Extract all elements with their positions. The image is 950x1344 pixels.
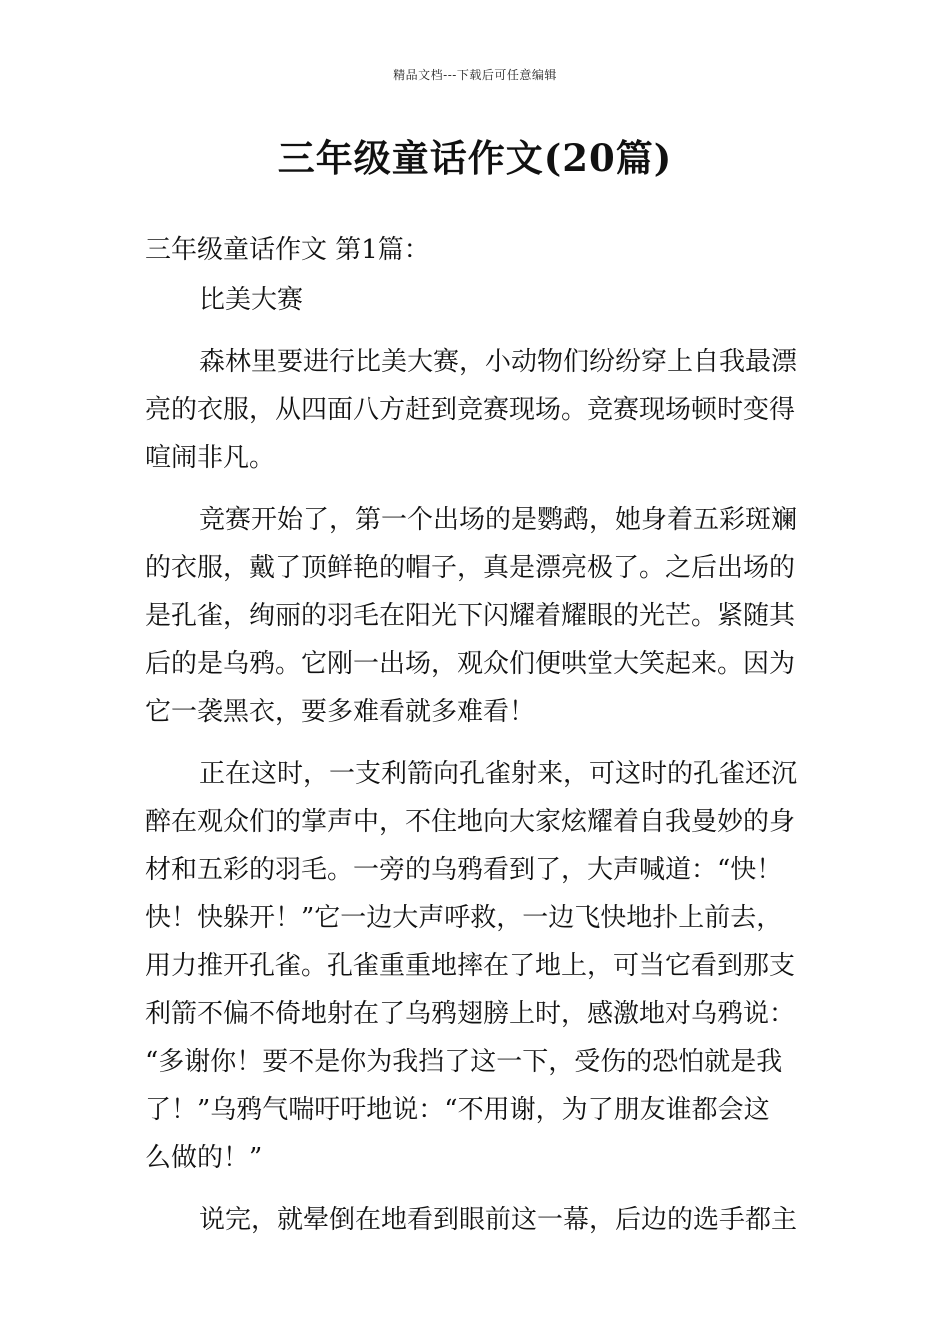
paragraph [145,338,810,482]
paragraph-line: 利箭不偏不倚地射在了乌鸦翅膀上时，感激地对乌鸦说： [145,999,796,1029]
paragraph-line: 是孔雀，绚丽的羽毛在阳光下闪耀着耀眼的光芒。紧随其 [145,601,796,631]
paragraph [145,496,810,736]
paragraph-line: 正在这时，一支利箭向孔雀射来，可这时的孔雀还沉 [199,759,798,789]
paragraph-line: 亮的衣服，从四面八方赶到竞赛现场。竞赛现场顿时变得 [145,395,796,425]
paragraph-line: 快！快躲开！”它一边大声呼救，一边飞快地扑上前去， [145,903,783,933]
document-body [145,226,810,1258]
paragraph-line: “多谢你！要不是你为我挡了这一下，受伤的恐怕就是我 [145,1047,783,1077]
document-title: 三年级童话作文(20篇) [277,136,673,180]
section-heading: 三年级童话作文 第1篇： [145,235,430,265]
paragraph [145,1196,810,1244]
paragraph-line: 竞赛开始了，第一个出场的是鹦鹉，她身着五彩斑斓 [199,505,798,535]
paragraph-line: 后的是乌鸦。它刚一出场，观众们便哄堂大笑起来。因为 [145,649,796,679]
paragraph-line: 的衣服，戴了顶鲜艳的帽子，真是漂亮极了。之后出场的 [145,553,796,583]
paragraph-line: 用力推开孔雀。孔雀重重地摔在了地上，可当它看到那支 [145,951,796,981]
paragraph-line: 么做的！” [145,1143,263,1173]
paragraph-line: 喧闹非凡。 [145,443,276,473]
paragraph-line: 材和五彩的羽毛。一旁的乌鸦看到了，大声喊道：“快！ [145,855,783,885]
paragraph-line: 说完，就晕倒在地看到眼前这一幕，后边的选手都主 [199,1205,798,1235]
paragraph-line: 醉在观众们的掌声中，不住地向大家炫耀着自我曼妙的身 [145,807,796,837]
paragraph [145,750,810,1182]
header-note: 精品文档---下载后可任意编辑 [393,68,557,82]
paragraph-line: 森林里要进行比美大赛，小动物们纷纷穿上自我最漂 [199,347,798,377]
paragraph-line: 了！”乌鸦气喘吁吁地说：“不用谢，为了朋友谁都会这 [145,1095,770,1125]
paragraph-line: 它一袭黑衣，要多难看就多难看！ [145,697,536,727]
article-title: 比美大赛 [199,285,304,315]
